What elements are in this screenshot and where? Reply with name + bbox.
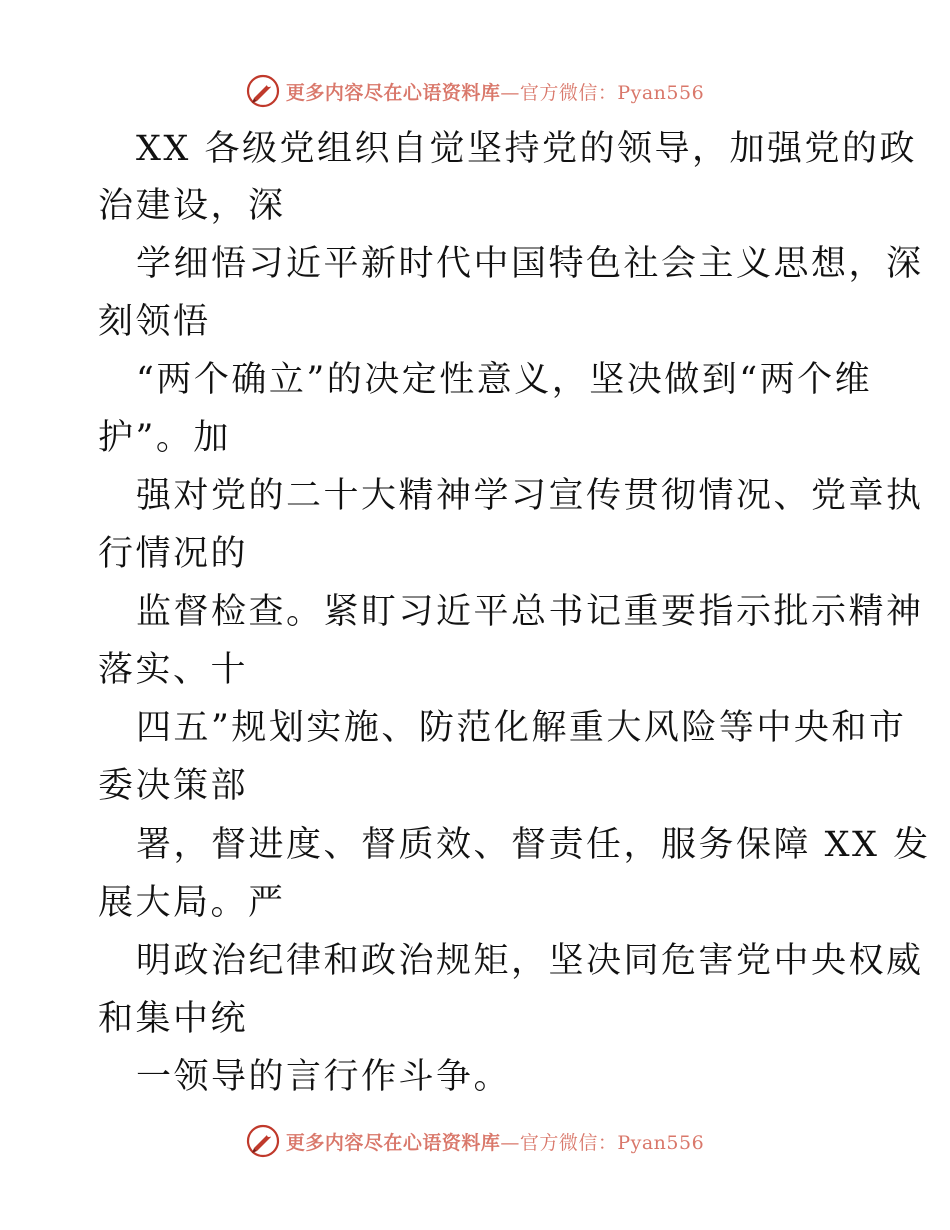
paragraph-6-line-2: 委决策部	[98, 766, 249, 806]
paragraph-2-line-1: 学细悟习近平新时代中国特色社会主义思想，深	[136, 244, 924, 284]
paragraph-3-line-2: 护”。加	[98, 418, 231, 458]
paragraph-8-line-2: 和集中统	[98, 999, 249, 1039]
paragraph-9-line-1: 一领导的言行作斗争。	[136, 1057, 512, 1097]
paragraph-3-line-1: “两个确立”的决定性意义，坚决做到“两个维	[136, 360, 873, 400]
watermark-separator: —	[500, 81, 520, 104]
paragraph-5-line-1: 监督检查。紧盯习近平总书记重要指示批示精神	[136, 592, 924, 632]
paragraph-6-line-1: 四五”规划实施、防范化解重大风险等中央和市	[136, 708, 907, 748]
header-watermark	[0, 71, 950, 111]
footer-watermark	[0, 1121, 950, 1161]
paragraph-1-line-2: 治建设，深	[98, 186, 286, 226]
watermark-brand: 更多内容尽在心语资料库	[285, 1131, 501, 1154]
watermark-separator: —	[500, 1131, 520, 1154]
paragraph-2-line-2: 刻领悟	[98, 302, 211, 342]
watermark-brand: 更多内容尽在心语资料库	[285, 81, 501, 104]
paragraph-1-line-1: XX 各级党组织自觉坚持党的领导，加强党的政	[136, 129, 917, 169]
paragraph-4-line-1: 强对党的二十大精神学习宣传贯彻情况、党章执	[136, 476, 924, 516]
paragraph-7-line-1: 署，督进度、督质效、督责任，服务保障 XX 发	[136, 825, 931, 865]
paragraph-7-line-2: 展大局。严	[98, 883, 286, 923]
paragraph-4-line-2: 行情况的	[98, 534, 249, 574]
watermark-wechat: 官方微信：Pyan556	[519, 1131, 705, 1154]
paragraph-5-line-2: 落实、十	[98, 650, 249, 690]
watermark-text	[286, 78, 704, 105]
watermark-wechat: 官方微信：Pyan556	[519, 81, 705, 104]
watermark-text	[286, 1128, 704, 1155]
pen-logo-icon	[246, 1124, 280, 1158]
paragraph-8-line-1: 明政治纪律和政治规矩，坚决同危害党中央权威	[136, 941, 924, 981]
pen-logo-icon	[246, 74, 280, 108]
